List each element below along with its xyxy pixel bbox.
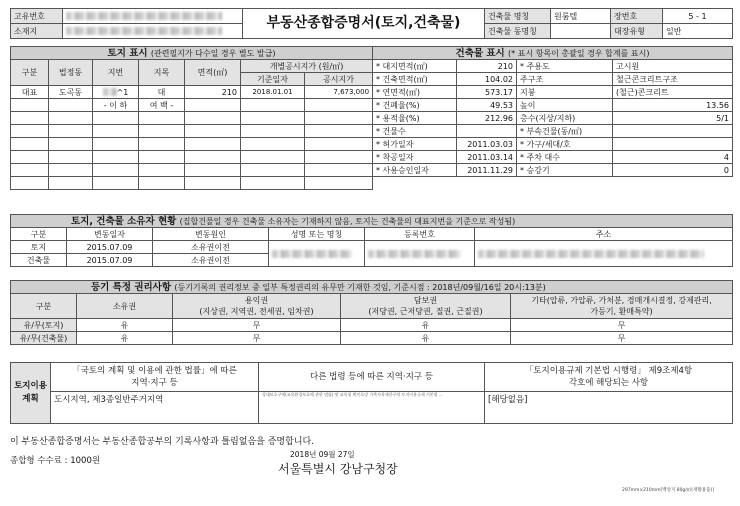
bldg-left-label: * 대지면적(㎡) [373,60,457,73]
sheet-label: 장번호 [611,9,663,24]
redacted-address-owner [478,250,704,258]
owner-section-title: 토지, 건축물 소유자 현황 [71,215,177,227]
empty-cell [305,112,373,125]
rights-etc: 무 [511,319,733,332]
land-col-jimok: 지목 [139,60,185,86]
bldg-name-label: 건축물 명칭 [485,9,551,24]
ledger-value: 일반 [663,24,733,39]
bldg-left-label: * 연면적(㎡) [373,86,457,99]
land-date: 2018.01.01 [241,86,305,99]
rights-own: 유 [77,319,173,332]
empty-cell [49,177,93,190]
owner-col-date: 변동일자 [67,228,153,241]
landuse-value-3: [해당없음] [485,392,733,424]
land-col-price-group: 개별공시지가 (원/㎡) [241,60,373,73]
table-row [373,151,733,164]
table-row [11,332,733,345]
empty-cell [139,177,185,190]
landuse-value-1: 도시지역, 제3종일반주거지역 [51,392,259,424]
land-area: 210 [185,86,241,99]
landuse-table [10,362,733,424]
empty-cell [11,164,49,177]
owner-type: 건축물 [11,254,67,267]
empty-cell [93,151,139,164]
landuse-h3-line1: 「토지이용규제 기본법 시행령」 제9조제4항 [524,366,693,376]
bldg-left-value: 49.53 [457,99,517,112]
land-jimok: 여 백 - [139,99,185,112]
empty-cell [305,138,373,151]
land-area [185,99,241,112]
issuer-name: 서울특별시 강남구청장 [278,462,398,476]
empty-cell [305,151,373,164]
land-jimok: 대 [139,86,185,99]
empty-cell [305,177,373,190]
rights-col-etc-line2: 가등기, 환매특약) [590,307,653,316]
table-row [373,112,733,125]
empty-cell [11,112,49,125]
rights-etc: 무 [511,332,733,345]
rights-col-etc [511,294,733,319]
bldg-left-value: 212.96 [457,112,517,125]
building-table [372,46,733,177]
landuse-value-2-text: 상대보호구역(교육환경보호에 관한 법률) 및 교육청 확인요망 가축사육제한구역 토지이용규제 기본법 ... [262,392,443,397]
ledger-label: 대장유형 [611,24,663,39]
table-row [11,319,733,332]
land-table [10,46,373,190]
empty-cell [305,164,373,177]
land-jibun: ^1 [93,86,139,99]
land-section-title: 토지 표시 [107,47,148,59]
owner-date: 2015.07.09 [67,254,153,267]
rights-use: 무 [173,319,341,332]
redacted-name [272,250,352,258]
table-row [11,99,373,112]
rights-type: 유/무(건축물) [11,332,77,345]
empty-cell [11,125,49,138]
redacted-address [66,27,222,35]
owner-col-cause: 변동원인 [153,228,269,241]
landuse-label [11,363,51,424]
empty-cell [185,164,241,177]
bldg-right-label: 주구조 [517,73,613,86]
rights-col-own: 소유권 [77,294,173,319]
land-col-type: 구분 [11,60,49,86]
bldg-left-label: * 착공일자 [373,151,457,164]
empty-cell [241,177,305,190]
land-col-dong: 법정동 [49,60,93,86]
land-jibun: - 이 하 [93,99,139,112]
empty-cell [241,138,305,151]
rights-section-title: 등기 특정 권리사항 [91,281,172,293]
table-row [11,86,373,99]
empty-cell [49,151,93,164]
owner-cause: 소유권이전 [153,241,269,254]
bldg-right-value: 고시원 [613,60,733,73]
empty-cell [11,138,49,151]
land-dong: 도곡동 [49,86,93,99]
bldg-right-label: 지붕 [517,86,613,99]
fee-text: 종합형 수수료 : 1000원 [10,456,101,466]
bldg-right-label: * 가구/세대/호 [517,138,613,151]
land-section-header [11,47,373,60]
land-col-date: 기준일자 [241,73,305,86]
table-row [373,73,733,86]
bldg-left-label: * 허가일자 [373,138,457,151]
dong-label: 건축물 동명칭 [485,24,551,39]
owner-cause: 소유권이전 [153,254,269,267]
land-dong [49,99,93,112]
bldg-right-label: 층수(지상/지하) [517,112,613,125]
empty-cell [139,164,185,177]
rights-col-etc-line1: 기타(압류, 가압류, 가처분, 경매개시결정, 강제관리, [531,296,712,305]
rights-type: 유/무(토지) [11,319,77,332]
empty-cell [241,125,305,138]
owner-name [269,241,365,267]
empty-cell [93,125,139,138]
rights-col-sec-line1: 담보권 [413,296,438,305]
table-row [373,99,733,112]
bldg-right-label: 높이 [517,99,613,112]
table-row [373,60,733,73]
rights-sec: 유 [341,332,511,345]
landuse-h1-line1: 「국토의 계획 및 이용에 관한 법률」에 따른 [72,366,237,376]
rights-col-use [173,294,341,319]
empty-cell [241,112,305,125]
document-title: 부동산종합증명서(토지,건축물) [243,9,485,39]
empty-cell [49,112,93,125]
landuse-h1-line2: 지역·지구 등 [131,378,178,388]
rights-col-use-line2: (지상권, 지역권, 전세권, 임차권) [199,307,314,316]
owner-date: 2015.07.09 [67,241,153,254]
bldg-left-label: * 사용승인일자 [373,164,457,177]
owner-type: 토지 [11,241,67,254]
land-section-note: (관련필지가 다수일 경우 별도 발급) [150,48,276,58]
land-type [11,99,49,112]
land-type: 대표 [11,86,49,99]
table-row [373,125,733,138]
table-row [373,138,733,151]
rights-table [10,280,733,345]
rights-col-sec [341,294,511,319]
empty-cell [139,112,185,125]
table-row [373,86,733,99]
empty-cell [49,138,93,151]
bldg-right-value: 4 [613,151,733,164]
bldg-right-value: 철근콘크리트구조 [613,73,733,86]
landuse-h3-line2: 각호에 해당되는 사항 [568,378,649,388]
owner-table [10,214,733,267]
empty-cell [139,138,185,151]
bldg-left-label: * 용적율(%) [373,112,457,125]
empty-cell [185,112,241,125]
empty-cell [93,112,139,125]
paper-spec: 297mm×210mm[백상지 80g/㎡(재활용품)] [622,488,714,493]
building-section-header [373,47,733,60]
owner-col-address: 주소 [475,228,733,241]
redacted-regno [368,250,461,258]
rights-col-use-line1: 용익권 [244,296,269,305]
bldg-left-value: 210 [457,60,517,73]
landuse-header-3 [485,363,733,392]
rights-sec: 유 [341,319,511,332]
rights-col-sec-line2: (저당권, 근저당권, 질권, 근질권) [368,307,483,316]
rights-section-note: (등기기록의 권리정보 중 일부 특정권리의 유무만 기재한 것임, 기준시점 : 2018년/09월/16일 20시:13분) [174,282,546,292]
bldg-left-value: 2011.03.14 [457,151,517,164]
empty-cell [93,177,139,190]
owner-regno [365,241,475,267]
id-value [63,9,243,24]
bldg-right-label: * 승강기 [517,164,613,177]
building-section-note: (* 표시 항목이 총괄일 경우 합계를 표시) [508,48,650,58]
owner-col-name: 성명 또는 명칭 [269,228,365,241]
bldg-left-label: * 건물수 [373,125,457,138]
address-value [63,24,243,39]
bldg-left-value: 2011.11.29 [457,164,517,177]
empty-cell [49,164,93,177]
land-col-jibun: 지번 [93,60,139,86]
empty-cell [139,125,185,138]
certificate-page [10,8,732,500]
bldg-left-value: 2011.03.03 [457,138,517,151]
owner-col-regno: 등록번호 [365,228,475,241]
issue-date: 2018년 09월 27일 [290,450,355,459]
empty-cell [185,177,241,190]
dong-value [551,24,611,39]
empty-cell [185,138,241,151]
land-date [241,99,305,112]
bldg-right-label: * 부속건물(동/㎡) [517,125,613,138]
owner-section-note: (집합건물일 경우 건축물 소유자는 기재하지 않음, 토지는 건축물의 대표지번을 기준으로 작성됨) [179,216,516,226]
sheet-value: 5 - 1 [663,9,733,24]
landuse-header-1 [51,363,259,392]
bldg-right-value: 5/1 [613,112,733,125]
rights-own: 유 [77,332,173,345]
landuse-value-2 [259,392,485,424]
bldg-right-label: * 주용도 [517,60,613,73]
empty-cell [185,151,241,164]
bldg-left-value: 104.02 [457,73,517,86]
empty-cell [241,164,305,177]
redacted-id [66,12,222,20]
bldg-right-value [613,125,733,138]
bldg-right-value [613,138,733,151]
table-row [11,241,733,254]
landuse-header-2: 다른 법령 등에 따른 지역·지구 등 [259,363,485,392]
empty-cell [241,151,305,164]
bldg-right-value: (철근)콘크리트 [613,86,733,99]
land-price: 7,673,000 [305,86,373,99]
rights-section-header [11,281,733,294]
building-section-title: 건축물 표시 [455,47,505,59]
empty-cell [185,125,241,138]
landuse-label-line2: 계획 [22,394,39,404]
bldg-left-value [457,125,517,138]
empty-cell [11,151,49,164]
owner-col-type: 구분 [11,228,67,241]
rights-use: 무 [173,332,341,345]
land-price [305,99,373,112]
bldg-left-label: * 건축면적(㎡) [373,73,457,86]
landuse-label-line1: 토지이용 [14,381,47,391]
empty-cell [49,125,93,138]
empty-cell [11,177,49,190]
bldg-right-value: 13.56 [613,99,733,112]
empty-cell [305,125,373,138]
certification-statement: 이 부동산종합증명서는 부동산종합공부의 기록사항과 틀림없음을 증명합니다. [10,437,315,447]
land-col-area: 면적(㎡) [185,60,241,86]
bldg-left-value: 573.17 [457,86,517,99]
land-col-price: 공시지가 [305,73,373,86]
bldg-left-label: * 건폐율(%) [373,99,457,112]
empty-cell [139,151,185,164]
address-label: 소재지 [11,24,63,39]
bldg-right-label: * 주차 대수 [517,151,613,164]
id-label: 고유번호 [11,9,63,24]
owner-section-header [11,215,733,228]
table-row [373,164,733,177]
empty-cell [93,164,139,177]
bldg-name-value: 원룸텔 [551,9,611,24]
bldg-right-value: 0 [613,164,733,177]
rights-col-type: 구분 [11,294,77,319]
header-table [10,8,733,39]
owner-address [475,241,733,267]
redacted-jibun [103,88,117,96]
empty-cell [93,138,139,151]
